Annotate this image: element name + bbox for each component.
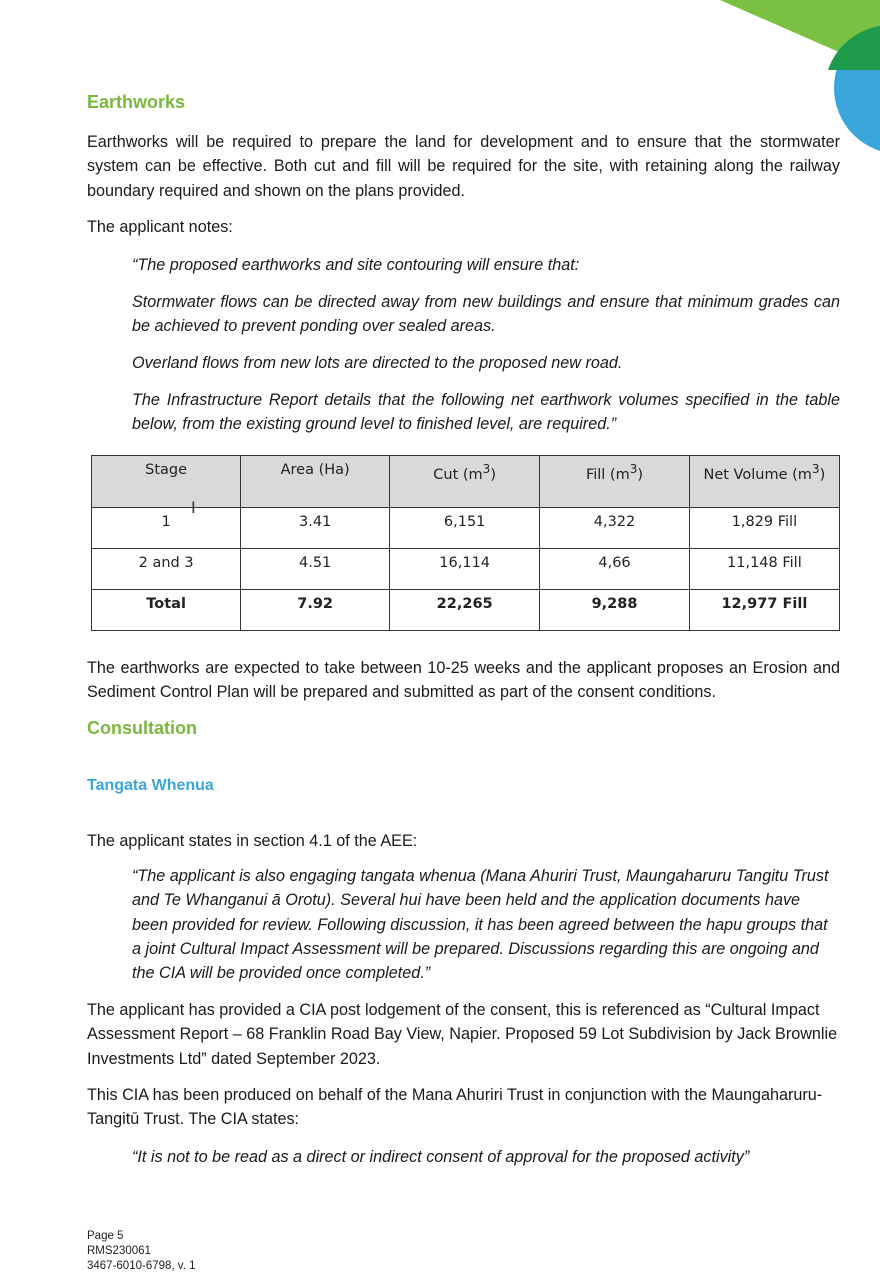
footer-page-number: Page 5 xyxy=(87,1230,124,1242)
table-row xyxy=(92,508,840,549)
consultation-paragraph-1: The applicant states in section 4.1 of the AEE: xyxy=(87,832,418,850)
footer-reference: RMS230061 xyxy=(87,1245,151,1257)
cell-area: 7.92 xyxy=(241,590,390,631)
header-stage: Stage xyxy=(92,456,241,508)
cell-net-volume: 11,148 Fill xyxy=(689,549,839,590)
cell-fill: 4,322 xyxy=(540,508,690,549)
header-fill: Fill $(m^3)$ xyxy=(540,456,690,508)
header-net-volume: Net Volume $(m^3)$ xyxy=(689,456,839,508)
cell-area: 4.51 xyxy=(241,549,390,590)
footer-document-id: 3467-6010-6798, v. 1 xyxy=(87,1260,196,1272)
consultation-paragraph-3: This CIA has been produced on behalf of the Mana Ahuriri Trust in conjunction with the Maungaharuru-Tangitū Trust. The CIA states: xyxy=(87,1086,823,1129)
earthworks-paragraph-3: The earthworks are expected to take between 10-25 weeks and the applicant proposes an Erosion and Sediment Control Plan will be prepared and submitted as part of the consent conditions. xyxy=(87,659,840,702)
cell-cut: 6,151 xyxy=(390,508,540,549)
text-cursor-icon: I xyxy=(191,498,196,517)
cell-stage: 1 xyxy=(92,508,241,549)
cell-stage: Total xyxy=(92,590,241,631)
earthworks-paragraph-2: The applicant notes: xyxy=(87,218,233,236)
table-header-row xyxy=(92,456,840,508)
consultation-paragraph-2: The applicant has provided a CIA post lodgement of the consent, this is referenced as “Cultural Impact Assessment Report – 68 Franklin Road Bay View, Napier. Proposed 59 Lot Subdivision by Jack Brownlie Investments Ltd” dated September 2023. xyxy=(87,1001,838,1068)
earthworks-quote-3: Overland flows from new lots are directed to the proposed new road. xyxy=(132,354,623,372)
table-total-row xyxy=(92,590,840,631)
cell-fill: 9,288 xyxy=(540,590,690,631)
cell-cut: 16,114 xyxy=(390,549,540,590)
consultation-heading: Consultation xyxy=(87,718,197,738)
cell-net-volume: 12,977 Fill xyxy=(689,590,839,631)
tangata-whenua-subheading: Tangata Whenua xyxy=(87,777,214,794)
consultation-quote-2: “It is not to be read as a direct or indirect consent of approval for the proposed activity” xyxy=(132,1148,750,1166)
cell-net-volume: 1,829 Fill xyxy=(689,508,839,549)
table-row xyxy=(92,549,840,590)
cell-area: 3.41 xyxy=(241,508,390,549)
earthworks-quote-1: “The proposed earthworks and site contouring will ensure that: xyxy=(132,256,580,274)
earthworks-quote-4: The Infrastructure Report details that the following net earthwork volumes specified in the table below, from the existing ground level to finished level, are required.” xyxy=(132,391,840,434)
cell-fill: 4,66 xyxy=(540,549,690,590)
earthworks-quote-2: Stormwater flows can be directed away from new buildings and ensure that minimum grades can be achieved to prevent ponding over sealed areas. xyxy=(132,293,840,336)
cell-cut: 22,265 xyxy=(390,590,540,631)
header-area: Area (Ha) xyxy=(241,456,390,508)
earthworks-paragraph-1: Earthworks will be required to prepare the land for development and to ensure that the stormwater system can be effective. Both cut and fill will be required for the site, with retaining along the railway boundary required and shown on the plans provided. xyxy=(87,133,840,200)
header-cut: Cut $(m^3)$ xyxy=(390,456,540,508)
cell-stage: 2 and 3 xyxy=(92,549,241,590)
earthwork-volumes-table xyxy=(91,455,840,631)
page-footer xyxy=(87,1229,195,1274)
consultation-quote-1: “The applicant is also engaging tangata whenua (Mana Ahuriri Trust, Maungaharuru Tangitu Trust and Te Whanganui ā Orotu). Several hui have been held and the application documents have been provided for review. Following discussion, it has been agreed between the hapu groups that a joint Cultural Impact Assessment will be prepared. Discussions regarding this are ongoing and the CIA will be provided once completed.” xyxy=(132,867,829,983)
earthworks-heading: Earthworks xyxy=(87,92,186,112)
